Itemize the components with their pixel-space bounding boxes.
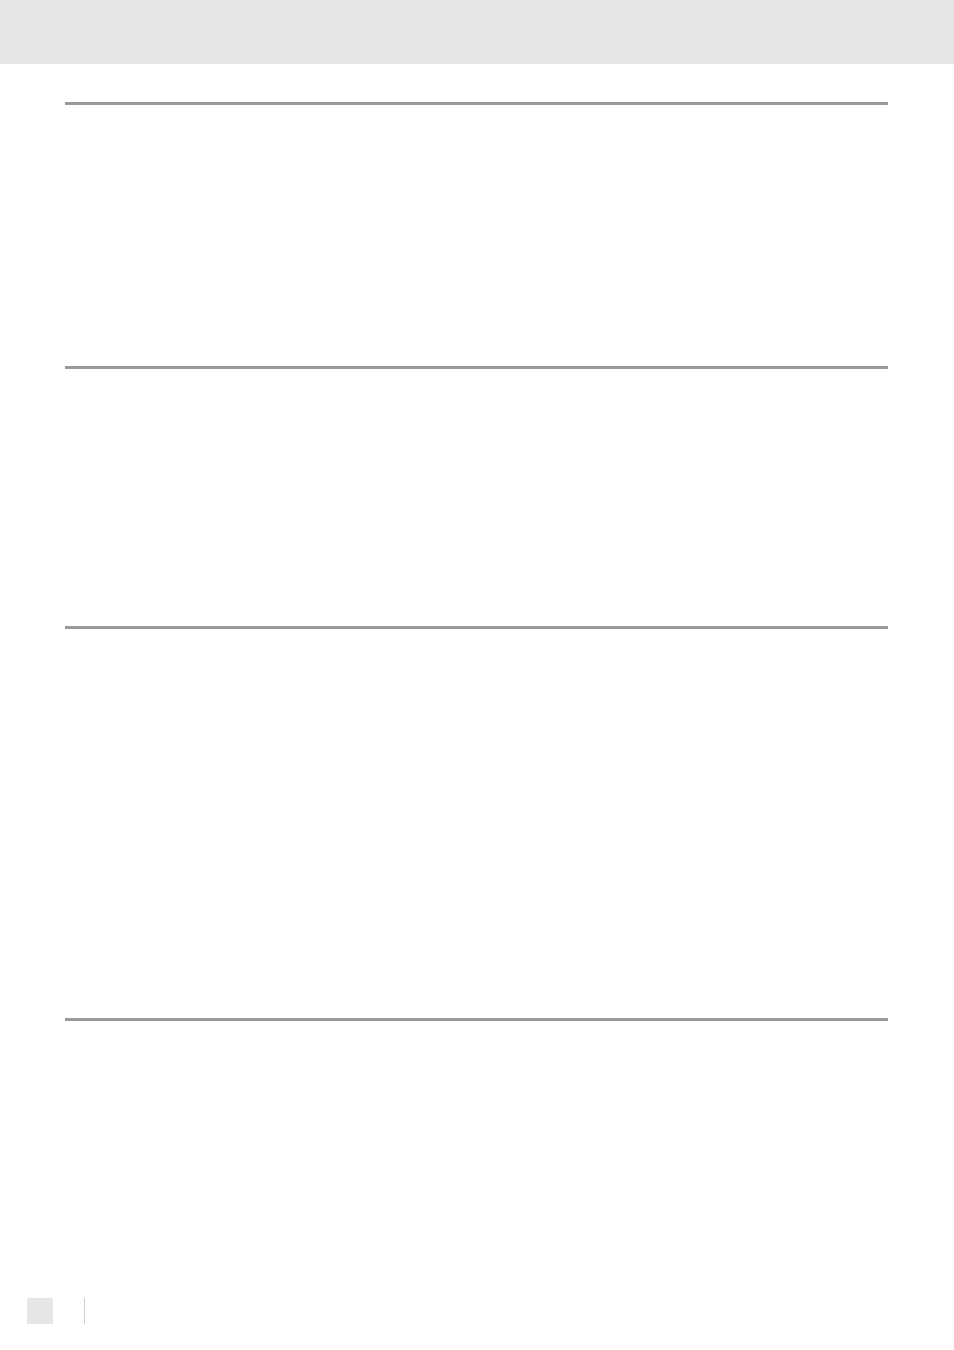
detalles-rule xyxy=(65,626,888,629)
header-bar xyxy=(0,0,954,64)
intro-rule xyxy=(65,102,888,105)
uso-rule xyxy=(65,366,888,369)
footer-divider xyxy=(84,1298,85,1324)
accesorios-rule xyxy=(65,1018,888,1021)
footer-marker xyxy=(27,1298,53,1324)
